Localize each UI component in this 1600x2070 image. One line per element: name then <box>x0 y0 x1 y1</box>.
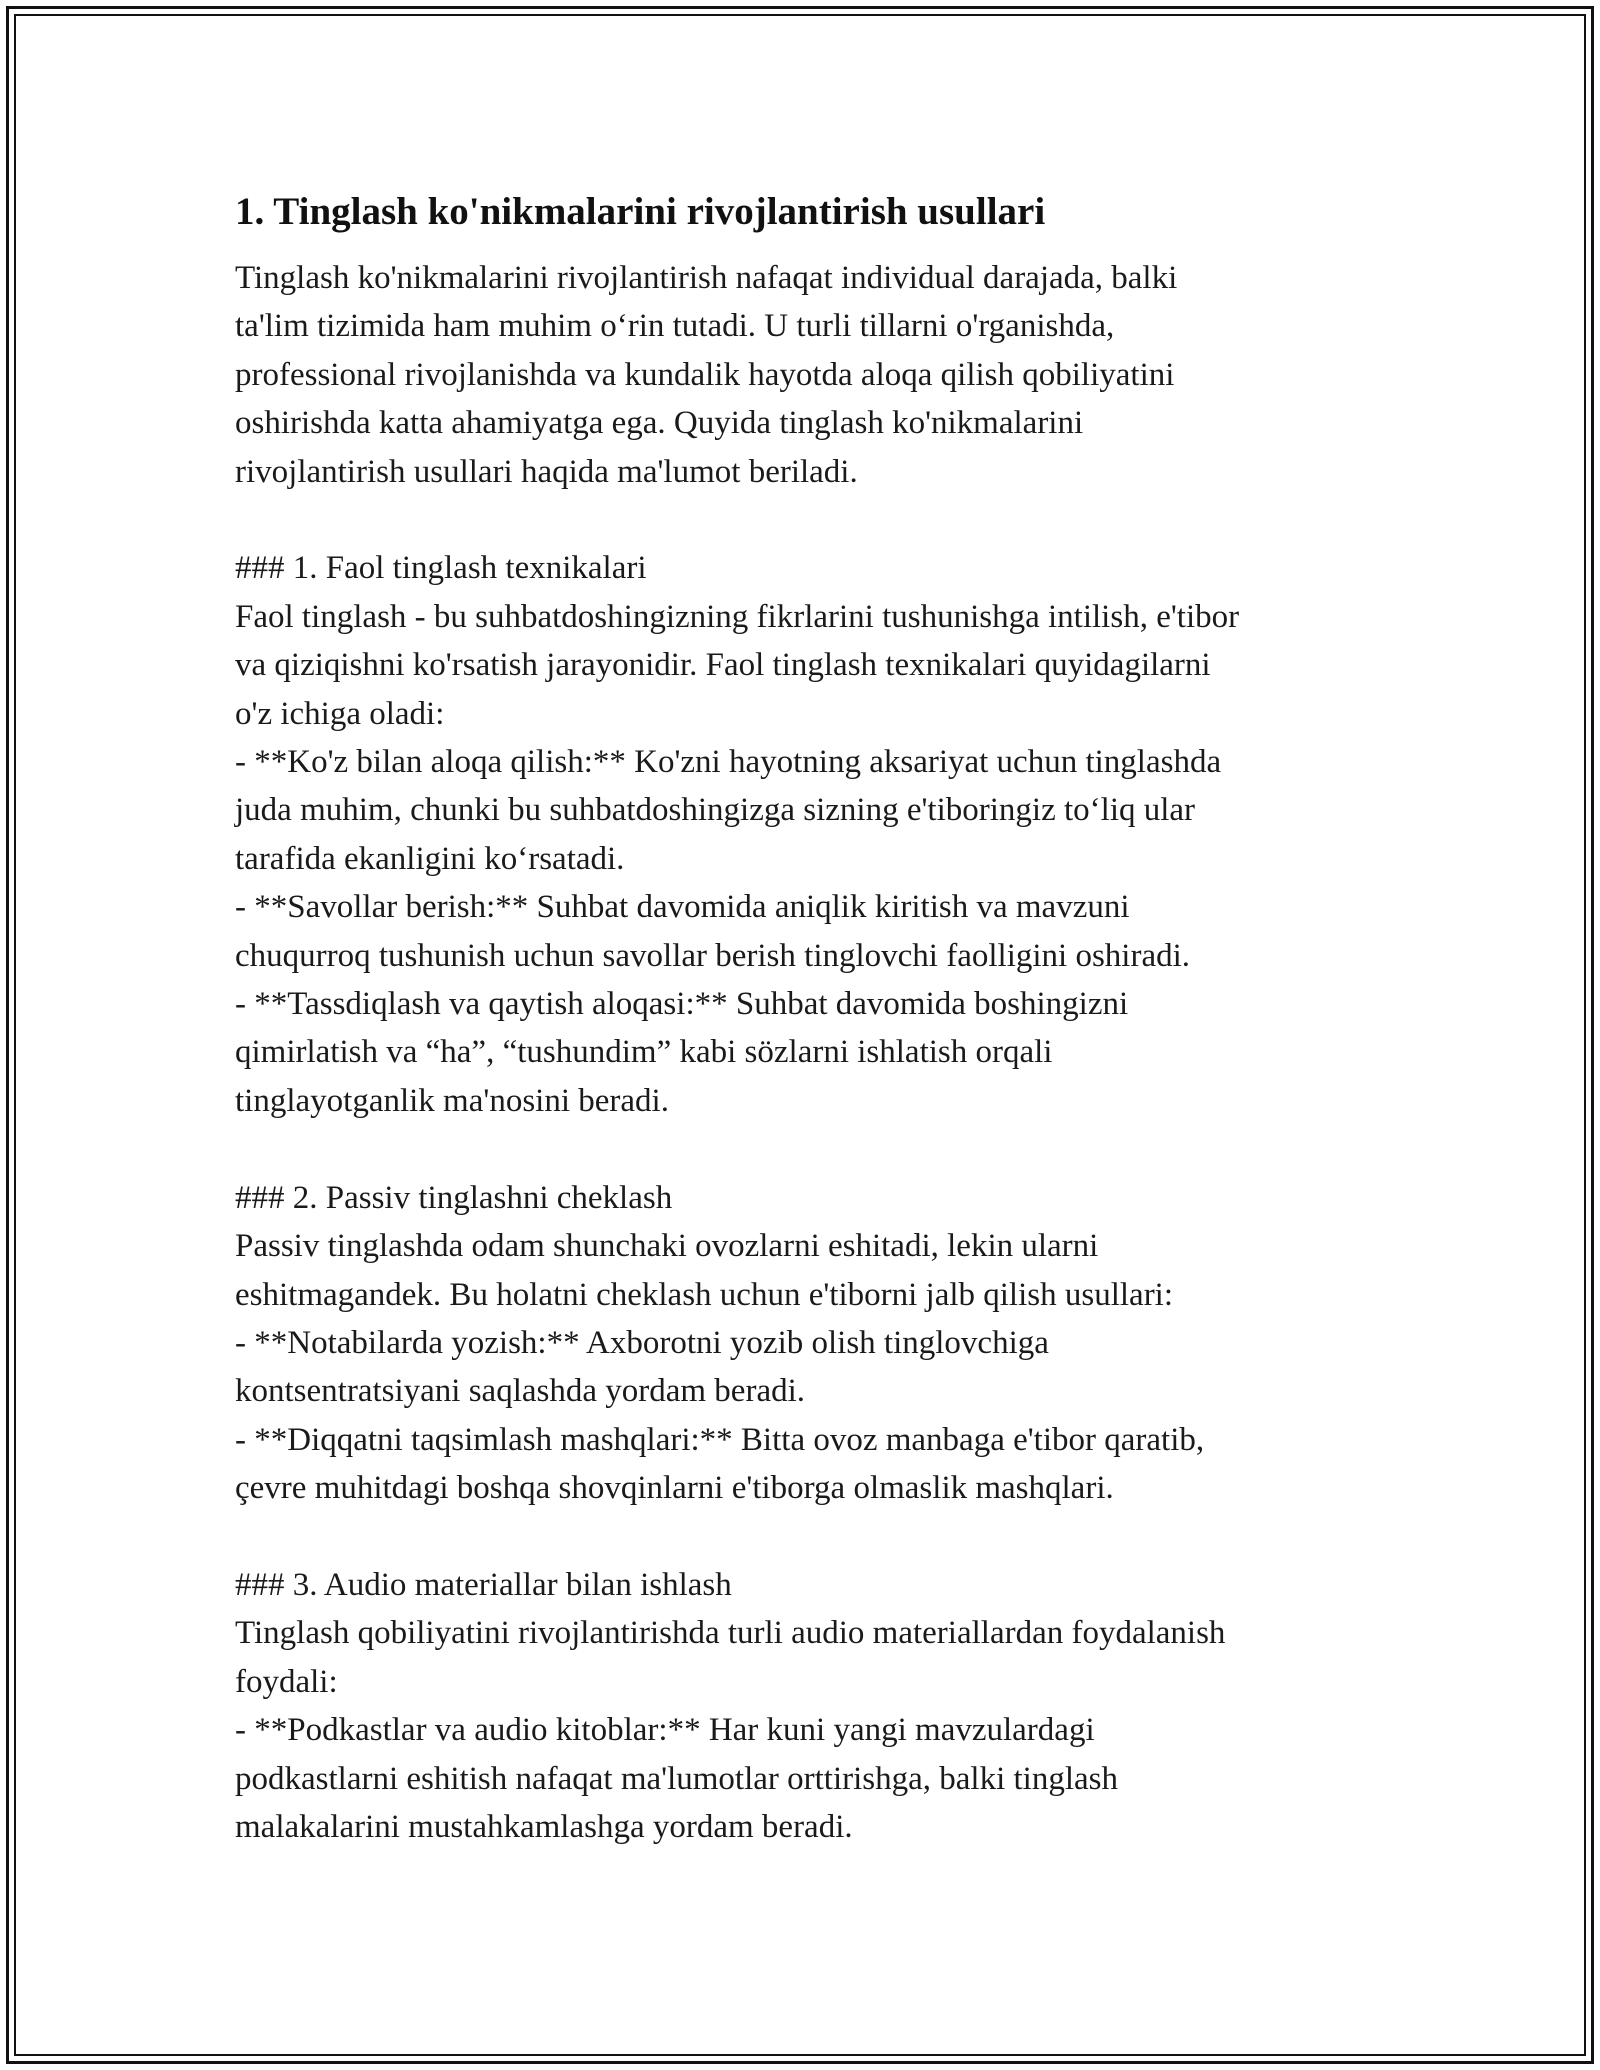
text-line: oshirishda katta ahamiyatga ega. Quyida tinglash ko'nikmalarini <box>235 405 1084 442</box>
list-item: - **Tassdiqlash va qaytish aloqasi:** Suhbat davomida boshingizni <box>235 986 1129 1023</box>
paragraph-gap <box>235 1513 1365 1561</box>
text-line: juda muhim, chunki bu suhbatdoshingizga sizning e'tiboringiz to‘liq ular <box>235 792 1196 829</box>
section-heading: ### 2. Passiv tinglashni cheklash <box>235 1179 673 1216</box>
text-line: Passiv tinglashda odam shunchaki ovozlarni eshitadi, lekin ularni <box>235 1228 1099 1265</box>
list-item: - **Savollar berish:** Suhbat davomida aniqlik kiritish va mavzuni <box>235 889 1130 926</box>
list-item: - **Diqqatni taqsimlash mashqlari:** Bitta ovoz manbaga e'tibor qaratib, <box>235 1421 1205 1458</box>
text-line: tinglayotganlik ma'nosini beradi. <box>235 1082 669 1119</box>
text-line: qimirlatish va “ha”, “tushundim” kabi sözlarni ishlatish orqali <box>235 1034 1053 1071</box>
text-line: Tinglash ko'nikmalarini rivojlantirish nafaqat individual darajada, balki <box>235 260 1178 296</box>
text-line: chuqurroq tushunish uchun savollar berish tinglovchi faolligini oshiradi. <box>235 937 1191 974</box>
list-item: - **Notabilarda yozish:** Axborotni yozib olish tinglovchiga <box>235 1324 1049 1361</box>
text-line: va qiziqishni ko'rsatish jarayonidir. Faol tinglash texnikalari quyidagilarni <box>235 647 1211 684</box>
text-line: Tinglash qobiliyatini rivojlantirishda turli audio materiallardan foydalanish <box>235 1615 1226 1652</box>
text-line: ta'lim tizimida ham muhim o‘rin tutadi. U turli tillarni o'rganishda, <box>235 308 1115 345</box>
list-item: - **Podkastlar va audio kitoblar:** Har kuni yangi mavzulardagi <box>235 1712 1095 1749</box>
paragraph-gap <box>235 1125 1365 1173</box>
text-line: tarafida ekanligini ko‘rsatadi. <box>235 840 625 877</box>
text-line: foydali: <box>235 1663 338 1700</box>
section-heading: ### 1. Faol tinglash texnikalari <box>235 550 647 587</box>
text-line: professional rivojlanishda va kundalik hayotda aloqa qilish qobiliyatini <box>235 356 1175 393</box>
intro-paragraph <box>235 254 1365 496</box>
section-faol-tinglash <box>235 544 1365 1125</box>
section-passiv-tinglash <box>235 1174 1365 1513</box>
text-line: Faol tinglash - bu suhbatdoshingizning fikrlarini tushunishga intilish, e'tibor <box>235 598 1240 635</box>
document-body <box>235 184 1365 1851</box>
text-line: malakalarini mustahkamlashga yordam beradi. <box>235 1808 853 1845</box>
paragraph-gap <box>235 496 1365 544</box>
text-line: çevre muhitdagi boshqa shovqinlarni e'tiborga olmaslik mashqlari. <box>235 1470 1114 1507</box>
text-line: o'z ichiga oladi: <box>235 695 445 732</box>
text-line: kontsentratsiyani saqlashda yordam beradi. <box>235 1373 806 1410</box>
text-line: rivojlantirish usullari haqida ma'lumot beriladi. <box>235 453 858 490</box>
document-title: 1. Tinglash ko'nikmalarini rivojlantirish usullari <box>235 190 1046 233</box>
text-line: eshitmagandek. Bu holatni cheklash uchun e'tiborni jalb qilish usullari: <box>235 1276 1174 1313</box>
section-heading: ### 3. Audio materiallar bilan ishlash <box>235 1566 732 1603</box>
section-audio-materiallar <box>235 1561 1365 1851</box>
text-line: podkastlarni eshitish nafaqat ma'lumotlar orttirishga, balki tinglash <box>235 1760 1119 1797</box>
list-item: - **Ko'z bilan aloqa qilish:** Ko'zni hayotning aksariyat uchun tinglashda <box>235 744 1222 781</box>
